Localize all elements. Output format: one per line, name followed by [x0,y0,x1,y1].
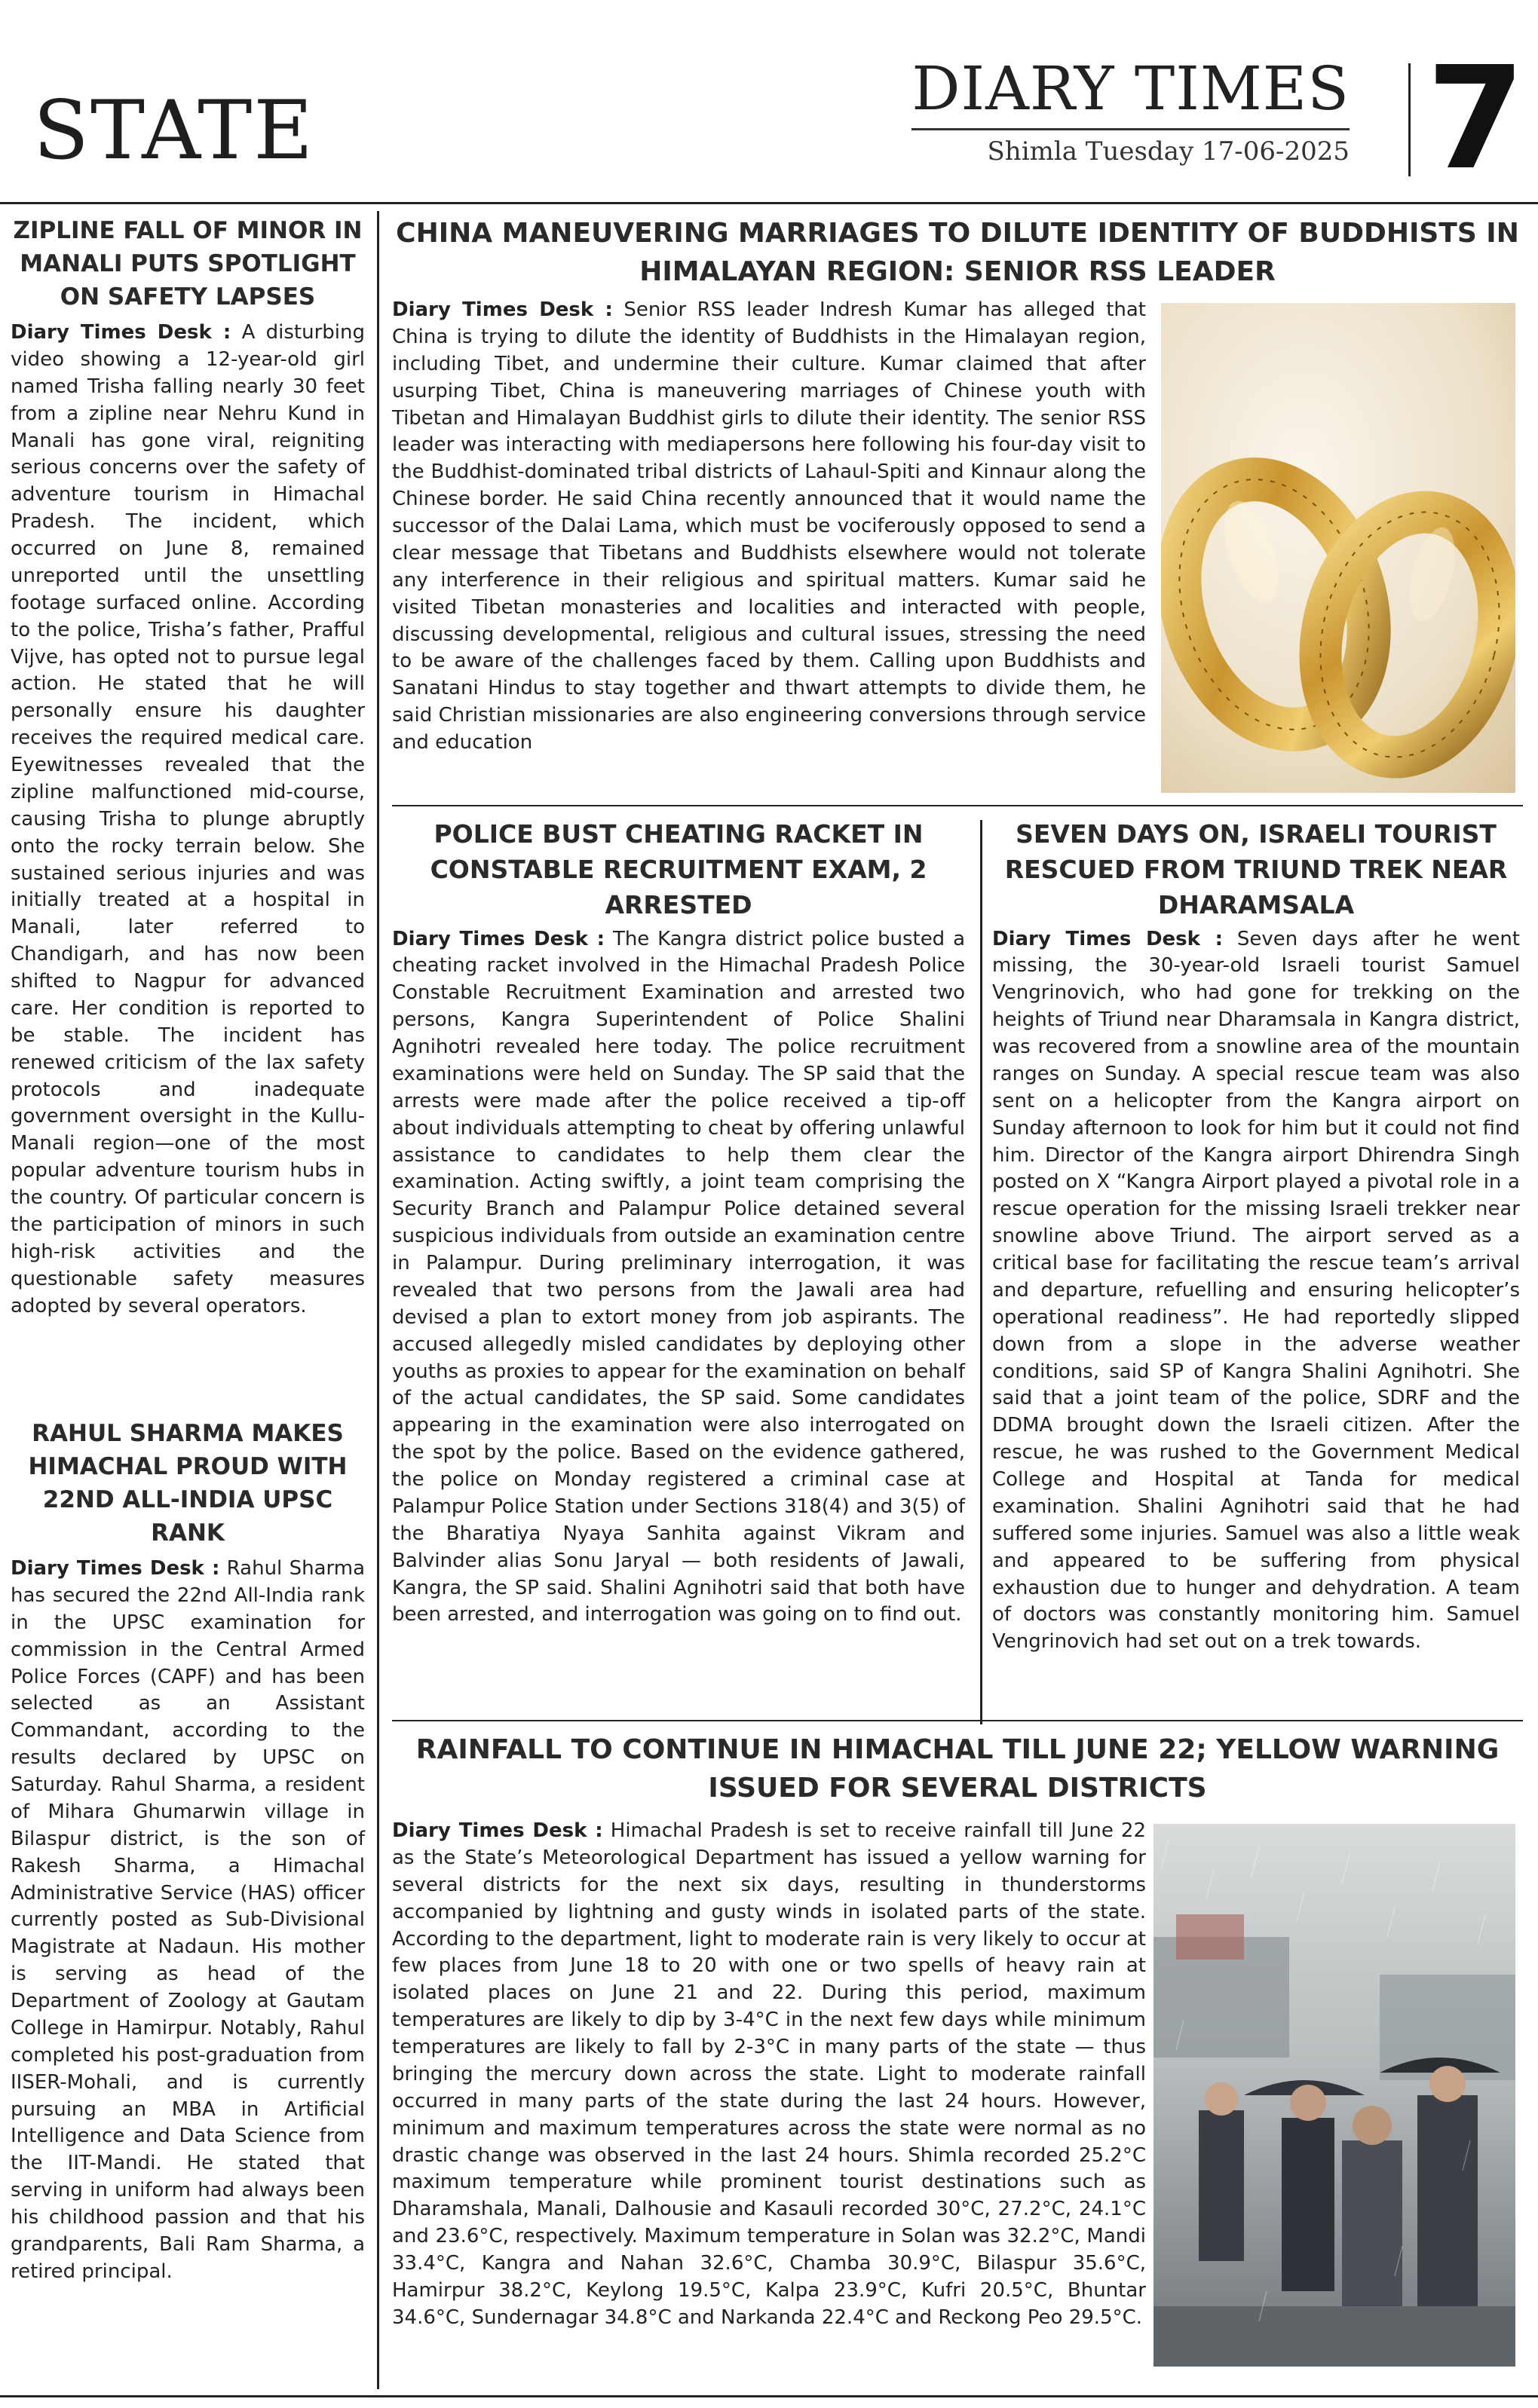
photo-gold-rings [1161,303,1515,793]
rule-under-china [392,805,1523,806]
article-body [392,297,1146,757]
article-text: A disturbing video showing a 12-year-old girl named Trisha falling nearly 30 feet from a zipline near Nehru Kund in Manali has gone viral, reigniting serious concerns over the safety of adventure tourism in Himachal Pradesh. The incident, which occurred on June 8, remained unreported until the unsettling footage surfaced online. According to the police, Trisha’s father, Prafful Vijve, has opted not to pursue legal action. He stated that he will personally ensure his daughter receives the required medical care. Eyewitnesses revealed that the zipline malfunctioned mid-course, causing Trisha to plunge abruptly onto the rocky terrain below. She sustained serious injuries and was initially treated at a hospital in Manali, later referred to Chandigarh, and has now been shifted to Nagpur for advanced care. Her condition is reported to be stable. The incident has renewed criticism of the lax safety protocols and inadequate government oversight in the Kullu-Manali region—one of the most popular adventure tourism hubs in the country. Of particular concern is the participation of minors in such high-risk activities and the questionable safety measures adopted by several operators. [11,321,365,1317]
dateline: Shimla Tuesday 17-06-2025 [987,136,1350,167]
article-text: Seven days after he went missing, the 30-year-old Israeli tourist Samuel Vengrinovich, who had gone for trekking on the heights of Triund near Dharamsala in Kangra district, was recovered from a snowline area of the mountain ranges on Sunday. A special rescue team was also sent on a helicopter from the Kangra airport on Sunday afternoon to look for him but it could not find him. Director of the Kangra airport Dhirendra Singh posted on X “Kangra Airport played a pivotal role in a rescue operation for the missing Israeli trekker near snowline above Triund. The airport served as a critical base for facilitating the rescue team’s arrival and departure, refuelling and ensuring helicopter’s operational readiness”. He had reportedly slipped down from a slope in the adverse weather conditions, said SP of Kangra Shalini Agnihotri. She said that a joint team of the police, SDRF and the DDMA brought down the Israeli citizen. After the rescue, he was rushed to the Government Medical College and Hospital at Tanda for medical examination. Shalini Agnihotri said that he had suffered some injuries. Samuel was also a little weak and appeared to be suffering from physical exhaustion due to hunger and dehydration. A team of doctors was constantly monitoring him. Samuel Vengrinovich had set out on a trek towards. [992,927,1520,1654]
article-body [392,926,965,1629]
byline: Diary Times Desk : [392,927,605,950]
article-rahul-sharma [11,1417,365,2286]
article-zipline [11,214,365,1320]
masthead-rule [911,128,1350,130]
rule-above-rainfall [392,1720,1523,1721]
headline-rainfall: RAINFALL TO CONTINUE IN HIMACHAL TILL JUNE 22; YELLOW WARNING ISSUED FOR SEVERAL DISTRICTS [415,1734,1500,1804]
article-china [392,297,1146,757]
paper-name: DIARY TIMES [911,54,1350,124]
headline-china: CHINA MANEUVERING MARRIAGES TO DILUTE IDENTITY OF BUDDHISTS IN HIMALAYAN REGION: SENIOR RSS LEADER [396,218,1519,288]
masthead-divider [1408,63,1411,176]
article-body [11,1556,365,2286]
article-body [992,926,1520,1657]
article-israeli-tourist [992,817,1520,1656]
article-text: The Kangra district police busted a cheating racket involved in the Himachal Pradesh Police Constable Recruitment Examination and arrested two persons, Kangra Superintendent of Police Shalini Agnihotri revealed here today. The police recruitment examinations were held on Sunday. The SP said that the arrests were made after the police received a tip-off about individuals attempting to cheat by offering unlawful assistance to candidates to help them clear the examination. Acting swiftly, a joint team comprising the Security Branch and Palampur Police detained several suspicious individuals from outside an examination centre in Palampur. During preliminary interrogation, it was revealed that two persons from the Jawali area had devised a plan to extort money from job aspirants. The accused allegedly misled candidates by deploying other youths as proxies to appear for the examination on behalf of the actual candidates, the SP said. Some candidates appearing in the examination were also interrogated on the spot by the police. Based on the evidence gathered, the police on Monday registered a criminal case at Palampur Police Station under Sections 318(4) and 3(5) of the Bharatiya Nyaya Sanhita against Vikram and Balvinder alias Sonu Jaryal — both residents of Jawali, Kangra, the SP said. Shalini Agnihotri said that both have been arrested, and interrogation was going on to find out. [392,927,966,1626]
article-body [11,320,365,1320]
masthead [911,54,1350,167]
byline: Diary Times Desk : [11,321,231,344]
headline: RAHUL SHARMA MAKES HIMACHAL PROUD WITH 22ND ALL-INDIA UPSC RANK [28,1420,348,1547]
article-text: Senior RSS leader Indresh Kumar has alleged that China is trying to dilute the identity of Buddhists in the Himalayan region, including Tibet, and undermine their culture. Kumar claimed that after usurping Tibet, China is maneuvering marriages of Chinese youth with Tibetan and Himalayan Buddhist girls to dilute their identity. The senior RSS leader was interacting with mediapersons here following his four-day visit to the Buddhist-dominated tribal districts of Lahaul-Spiti and Kinnaur along the Chinese border. He said China recently announced that it would name the successor of the Dalai Lama, which must be vociferously opposed to send a clear message that Tibetans and Buddhists elsewhere would not tolerate any interference in their religious and spiritual matters. Kumar said he visited Tibetan monasteries and localities and interacted with people, discussing developmental, religious and cultural issues, stressing the need to be aware of the challenges faced by them. Calling upon Buddhists and Sanatani Hindus to stay together and thwart attempts to divide them, he said Christian missionaries are also engineering conversions through service and education [392,298,1146,754]
byline: Diary Times Desk : [11,1557,220,1580]
byline: Diary Times Desk : [392,298,613,321]
section-title: STATE [33,84,315,178]
page-bottom-rule [0,2395,1538,2397]
masthead-bottom-rule [0,202,1538,204]
byline: Diary Times Desk : [392,1819,603,1842]
article-body [392,1818,1146,2332]
headline: POLICE BUST CHEATING RACKET IN CONSTABLE RECRUITMENT EXAM, 2 ARRESTED [430,819,927,919]
headline: SEVEN DAYS ON, ISRAELI TOURIST RESCUED FROM TRIUND TREK NEAR DHARAMSALA [1004,819,1508,919]
article-rainfall [392,1818,1146,2332]
column-rule-left [377,211,379,2389]
article-text: Himachal Pradesh is set to receive rainfall till June 22 as the State’s Meteorological Department has issued a yellow warning for several districts for the next six days, resulting in thunderstorms accompanied by lightning and gusty winds in isolated parts of the state. According to the department, light to moderate rain is very likely to occur at few places from June 18 to 20 with one or two spells of heavy rain at isolated places on June 21 and 22. During this period, maximum temperatures are likely to dip by 3-4°C in the next few days while minimum temperatures are likely to fall by 2-3°C in many parts of the state — thus bringing the mercury down across the state. Light to moderate rainfall occurred in many parts of the state during the last 24 hours. However, minimum and maximum temperatures across the state were normal as no drastic change was observed in the last 24 hours. Shimla recorded 25.2°C maximum temperature while prominent tourist destinations such as Dharamshala, Manali, Dalhousie and Kasauli recorded 30°C, 27.2°C, 24.1°C and 23.6°C, respectively. Maximum temperature in Solan was 32.2°C, Mandi 33.4°C, Kangra and Nahan 32.6°C, Chamba 30.9°C, Bilaspur 35.6°C, Hamirpur 38.2°C, Keylong 19.5°C, Kalpa 23.9°C, Kufri 20.5°C, Bhuntar 34.6°C, Sundernagar 34.8°C and Narkanda 22.4°C and Reckong Peo 29.5°C. [392,1819,1146,2329]
headline: ZIPLINE FALL OF MINOR IN MANALI PUTS SPOTLIGHT ON SAFETY LAPSES [13,217,363,311]
article-police-bust [392,817,965,1629]
article-text: Rahul Sharma has secured the 22nd All-India rank in the UPSC examination for commission in the Central Armed Police Forces (CAPF) and has been selected as an Assistant Commandant, according to the results declared by UPSC on Saturday. Rahul Sharma, a resident of Mihara Ghumarwin village in Bilaspur district, is the son of Rakesh Sharma, a Himachal Administrative Service (HAS) officer currently posted as Sub-Divisional Magistrate at Nadaun. His mother is serving as head of the Department of Zoology at Gautam College in Hamirpur. Notably, Rahul completed his post-graduation from IISER-Mohali, and is currently pursuing an MBA in Artificial Intelligence and Data Science from the IIT-Mandi. He stated that serving in uniform had always been his childhood passion and that his grandparents, Bali Ram Sharma, a retired principal. [11,1557,366,2283]
column-rule-middle [980,820,982,1724]
page-number: 7 [1426,36,1525,201]
byline: Diary Times Desk : [992,927,1223,950]
photo-rain-shimla [1154,1824,1515,2367]
